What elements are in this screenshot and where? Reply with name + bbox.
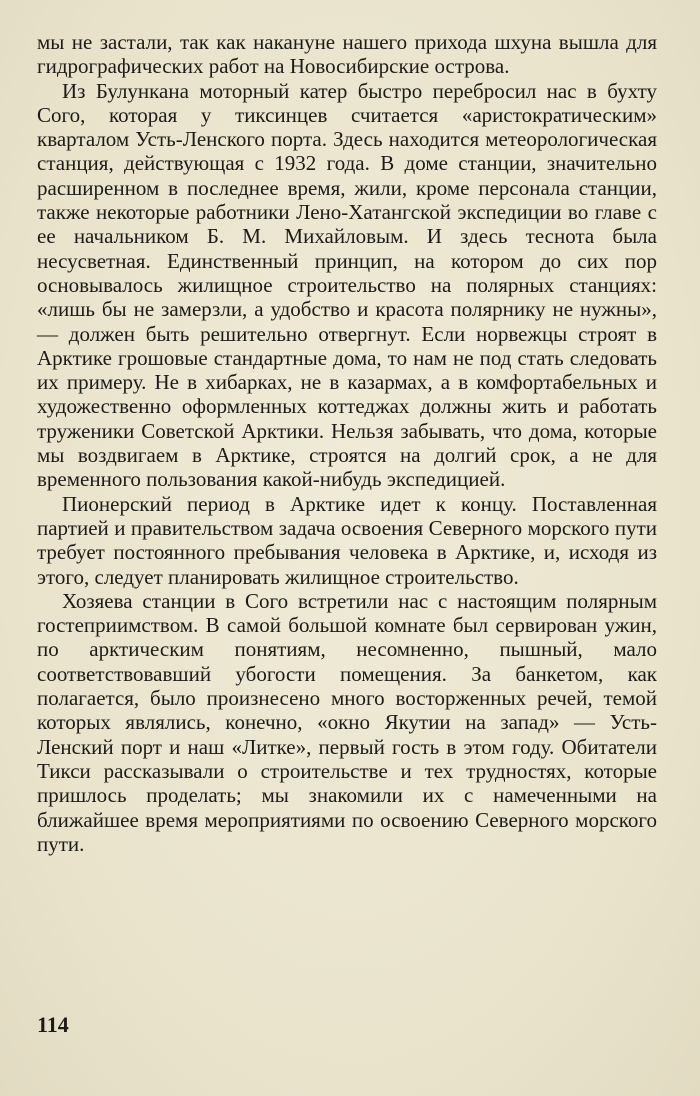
paragraph-pioneer-period: Пионерский период в Арктике идет к концу. Поставленная партией и правительством задача освоения Северного морского пути требует постоянного пребывания человека в Арктике, и, исходя из этого, следует планировать жилищное строительство. [37,491,657,589]
paragraph-continued: мы не застали, так как накануне нашего прихода шхуна вышла для гидрографических работ на Новосибирские острова. [37,30,657,79]
page-number: 114 [37,1012,69,1037]
body-text [37,30,657,856]
paragraph-hosts: Хозяева станции в Сого встретили нас с настоящим полярным гостеприимством. В самой большой комнате был сервирован ужин, по арктическим понятиям, несомненно, пышный, мало соответствовавший убогости помещения. За банкетом, как полагается, было произнесено много восторженных речей, темой которых являлись, конечно, «окно Якутии на запад» — Усть-Ленский порт и наш «Литке», первый гость в этом году. Обитатели Тикси рассказывали о строительстве и тех трудностях, которые пришлось проделать; мы знакомили их с намеченными на ближайшее время мероприятиями по освоению Северного морского пути. [37,588,657,856]
paragraph-bulunkan: Из Булункана моторный катер быстро перебросил нас в бухту Сого, которая у тиксинцев считается «аристократическим» кварталом Усть-Ленского порта. Здесь находится метеорологическая станция, действующая с 1932 года. В доме станции, значительно расширенном в последнее время, жили, кроме персонала станции, также некоторые работники Лено-Хатангской экспедиции во главе с ее начальником Б. М. Михайловым. И здесь теснота была несусветная. Единственный принцип, на котором до сих пор основывалось жилищное строительство на полярных станциях: «лишь бы не замерзли, а удобство и красота полярнику не нужны», — должен быть решительно отвергнут. Если норвежцы строят в Арктике грошовые стандартные дома, то нам не под стать следовать их примеру. Не в хибарках, не в казармах, а в комфортабельных и художественно оформленных коттеджах должны жить и работать труженики Советской Арктики. Нельзя забывать, что дома, которые мы воздвигаем в Арктике, строятся на долгий срок, а не для временного пользования какой-нибудь экспедицией. [37,78,657,492]
